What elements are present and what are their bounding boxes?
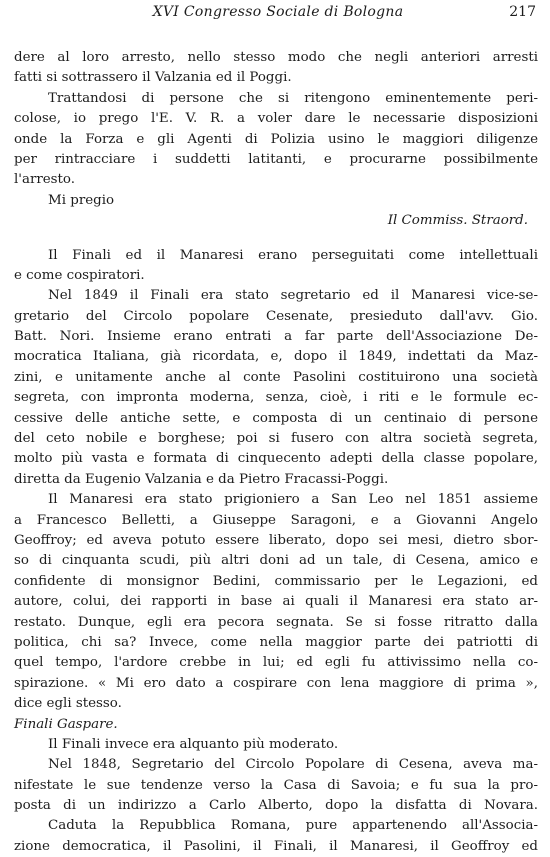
text-line: quel tempo, l'ardore crebbe in lui; ed egli fu attivissimo nella co- <box>14 655 538 671</box>
running-title: XVI Congresso Sociale di Bologna <box>152 4 404 20</box>
page-number: 217 <box>509 4 536 20</box>
text-line: posta di un indirizzo a Carlo Alberto, dopo la disfatta di Novara. <box>14 798 538 814</box>
text-line: confidente di monsignor Bedini, commissario per le Legazioni, ed <box>14 573 538 589</box>
text-line: zini, e unitamente anche al conte Pasolini costituirono una società <box>14 369 538 385</box>
text-line: Il Finali ed il Manaresi erano perseguitati come intellettuali <box>48 247 538 263</box>
text-line: a Francesco Belletti, a Giuseppe Saragoni, e a Giovanni Angelo <box>14 512 538 528</box>
text-line: politica, chi sa? Invece, come nella maggior parte dei patriotti di <box>14 634 538 650</box>
signature-line: Il Commiss. Straord. <box>387 213 528 229</box>
text-line: nifestate le sue tendenze verso la Casa di Savoia; e fu sua la pro- <box>14 777 538 793</box>
text-line: del ceto nobile e borghese; poi si fusero con altra società segreta, <box>14 431 538 447</box>
text-line: Nel 1849 il Finali era stato segretario ed il Manaresi vice-se- <box>48 288 538 304</box>
text-line: Trattandosi di persone che si ritengono eminentemente peri- <box>48 90 538 106</box>
text-line: l'arresto. <box>14 172 76 188</box>
text-line: restato. Dunque, egli era pecora segnata. Se si fosse ritratto dalla <box>14 614 538 630</box>
text-line: diretta da Eugenio Valzania e da Pietro Fracassi-Poggi. <box>14 471 389 487</box>
text-line: mocratica Italiana, già ricordata, e, dopo il 1849, indettati da Maz- <box>14 349 538 365</box>
section-heading: Finali Gaspare. <box>14 716 118 732</box>
page-header <box>20 4 536 26</box>
paragraph-gap <box>14 232 538 246</box>
text-line: Batt. Nori. Insieme erano entrati a far parte dell'Associazione De- <box>14 329 538 345</box>
text-line: so di cinquanta scudi, più altri doni ad un tale, di Cesena, amico e <box>14 553 538 569</box>
text-line: molto più vasta e formata di cinquecento adepti della classe popolare, <box>14 451 538 467</box>
text-line: per rintracciare i suddetti latitanti, e procurarne possibilmente <box>14 151 538 167</box>
text-line: gretario del Circolo popolare Cesenate, presieduto dall'avv. Gio. <box>14 308 538 324</box>
closing-phrase: Mi pregio <box>48 192 115 208</box>
text-line: e come cospiratori. <box>14 267 145 283</box>
text-line: autore, colui, dei rapporti in base ai quali il Manaresi era stato ar- <box>14 594 538 610</box>
page-body <box>14 48 538 857</box>
text-line: Il Manaresi era stato prigioniero a San Leo nel 1851 assieme <box>48 492 538 508</box>
text-line: Nel 1848, Segretario del Circolo Popolare di Cesena, aveva ma- <box>48 757 538 773</box>
text-line: colose, io prego l'E. V. R. a voler dare le necessarie disposizioni <box>14 111 538 127</box>
text-line: spirazione. « Mi ero dato a cospirare con lena maggiore di prima », <box>14 675 538 691</box>
text-line: dere al loro arresto, nello stesso modo che negli anteriori arresti <box>14 50 538 65</box>
text-line: fatti si sottrassero il Valzania ed il Poggi. <box>14 70 292 86</box>
text-line: cessive delle antiche sette, e composta di un centinaio di persone <box>14 410 538 426</box>
text-line: Caduta la Repubblica Romana, pure appartenendo all'Associa- <box>48 818 538 834</box>
text-line: segreta, con impronta moderna, senza, cioè, i riti e le formule ec- <box>14 390 538 406</box>
text-line: Geoffroy; ed aveva potuto essere liberato, dopo sei mesi, dietro sbor- <box>14 532 538 548</box>
text-line: onde la Forza e gli Agenti di Polizia usino le maggiori diligenze <box>14 131 538 147</box>
text-line: dice egli stesso. <box>14 696 122 712</box>
text-line: zione democratica, il Pasolini, il Finali, il Manaresi, il Geoffroy ed <box>14 838 538 854</box>
text-line: Il Finali invece era alquanto più moderato. <box>48 736 339 752</box>
